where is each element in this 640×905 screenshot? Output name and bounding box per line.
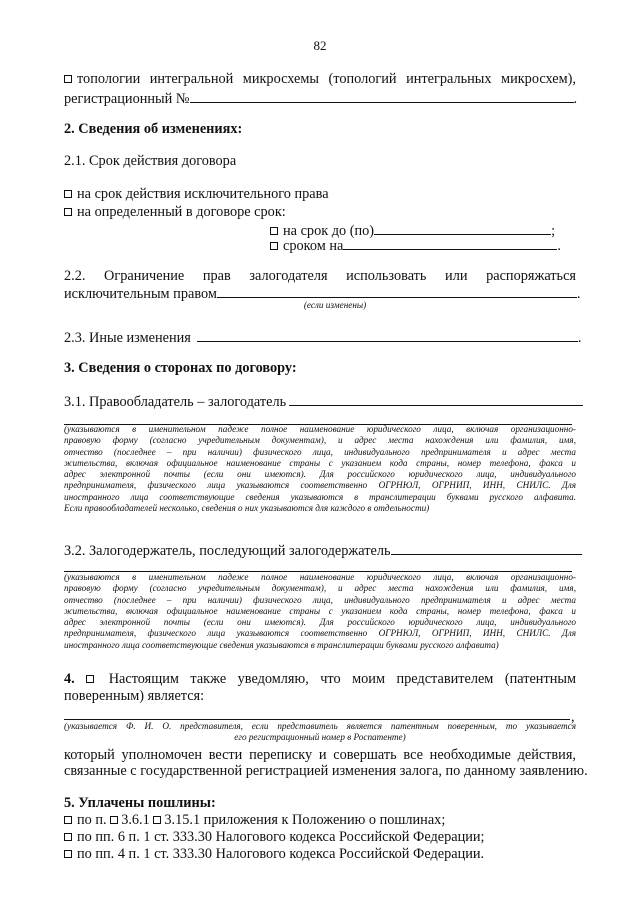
section-4-line-2: поверенным) является: [64,688,205,704]
representative-comma: , [571,709,575,725]
until-date-checkbox[interactable] [270,227,278,235]
section-4-caption: (указывается Ф. И. О. представителя, если представитель является патентным поверенным, то указывается [64,721,576,731]
section-2-3-line: 2.3. Иные изменения . [64,330,582,346]
section-3-1-note: (указываются в именительном падеже полное наименование юридического лица, включая организационно- правовую форму (согласно учредительным документам), и адрес места нахождения или фамилия, имя, отчество (последнее – при наличии) физического лица, индивидуального предпринимателя и адрес места жительства, включая официальное наименование страны с указанием кода страны, номер телефона, факса и адрес электронной почты (если они имеются). Для российского юридического лица, индивидуального предпринимателя, физического лица указываются соответственно ОГРНЮЛ, ОГРНИП, ИНН, СНИЛС. Для иностранного лица соответствующие сведения указываются в транслитерации буквами русского алфавита. Если правообладателей несколько, сведения о них указываются для каждого в отдельности) [64,424,576,514]
topology-line-2: регистрационный № . [64,91,578,107]
topology-line-1: топологии интегральной микросхемы (топологий интегральных микросхем), [64,71,576,88]
option-exclusive-term: на срок действия исключительного права [64,186,576,203]
fee-item-2: по пп. 6 п. 1 ст. 333.30 Налогового кодекса Российской Федерации; [64,829,576,846]
representative-field[interactable] [64,719,570,720]
term-length-field[interactable] [343,236,557,250]
option-defined-term: на определенный в договоре срок: [64,204,576,221]
topology-checkbox[interactable] [64,75,72,83]
fee-3-6-1-checkbox[interactable] [110,816,118,824]
term-length-checkbox[interactable] [270,242,278,250]
section-3-2-note: (указываются в именительном падеже полное наименование юридического лица, включая организационно- правовую форму (согласно учредительным документам), и адрес места нахождения или фамилия, имя, отчество (последнее – при наличии) физического лица, индивидуального предпринимателя и адрес места жительства, включая официальное наименование страны с указанием кода страны, номер телефона, факса и адрес электронной почты (если они имеются). Для российского юридического лица, индивидуального предпринимателя, физического лица указываются соответственно ОГРНЮЛ, ОГРНИП, ИНН, СНИЛС. Для иностранного лица соответствующие сведения указываются в транслитерации буквами русского алфавита) [64,572,576,650]
fee-3-15-1-checkbox[interactable] [153,816,161,824]
section-3-1-line: 3.1. Правообладатель – залогодатель [64,392,576,411]
until-date-field[interactable] [374,221,551,235]
section-4-line-1: 4. Настоящим также уведомляю, что моим представителем (патентным [64,671,577,687]
section-3-title: 3. Сведения о сторонах по договору: [64,360,297,376]
section-2-2-line-2: исключительным правом . [64,286,581,302]
section-4-caption-2: его регистрационный номер в Роспатенте) [234,732,406,742]
fee-item-1: по п. 3.6.1 3.15.1 приложения к Положению о пошлинах; [64,812,576,829]
fee-item-2-checkbox[interactable] [64,833,72,841]
section-2-1-title: 2.1. Срок действия договора [64,153,237,169]
exclusive-right-field[interactable] [217,284,577,298]
section-5-title: 5. Уплачены пошлины: [64,795,216,811]
section-3-2-line: 3.2. Залогодержатель, последующий залогодержатель [64,541,576,560]
section-4-body-1: который уполномочен вести переписку и совершать все необходимые действия, [64,747,576,763]
right-holder-field[interactable] [289,392,583,406]
exclusive-term-checkbox[interactable] [64,190,72,198]
defined-term-checkbox[interactable] [64,208,72,216]
registration-number-field[interactable] [190,89,574,103]
fee-item-3: по пп. 4 п. 1 ст. 333.30 Налогового кодекса Российской Федерации. [64,846,576,863]
other-changes-field[interactable] [197,328,578,342]
option-until-date: на срок до (по) ; [270,221,576,240]
section-2-2-line-1: 2.2. Ограничение прав залогодателя использовать или распоряжаться [64,268,576,284]
section-4-body-2: связанные с государственной регистрацией изменения залога, по данному заявлению. [64,763,588,779]
page-number: 82 [313,38,327,53]
representative-checkbox[interactable] [86,675,94,683]
option-term-length: сроком на . [270,236,576,255]
section-2-title: 2. Сведения об изменениях: [64,121,243,137]
fee-item-1-checkbox[interactable] [64,816,72,824]
pledgee-field[interactable] [391,541,582,555]
fee-item-3-checkbox[interactable] [64,850,72,858]
section-2-2-caption: (если изменены) [303,300,367,310]
